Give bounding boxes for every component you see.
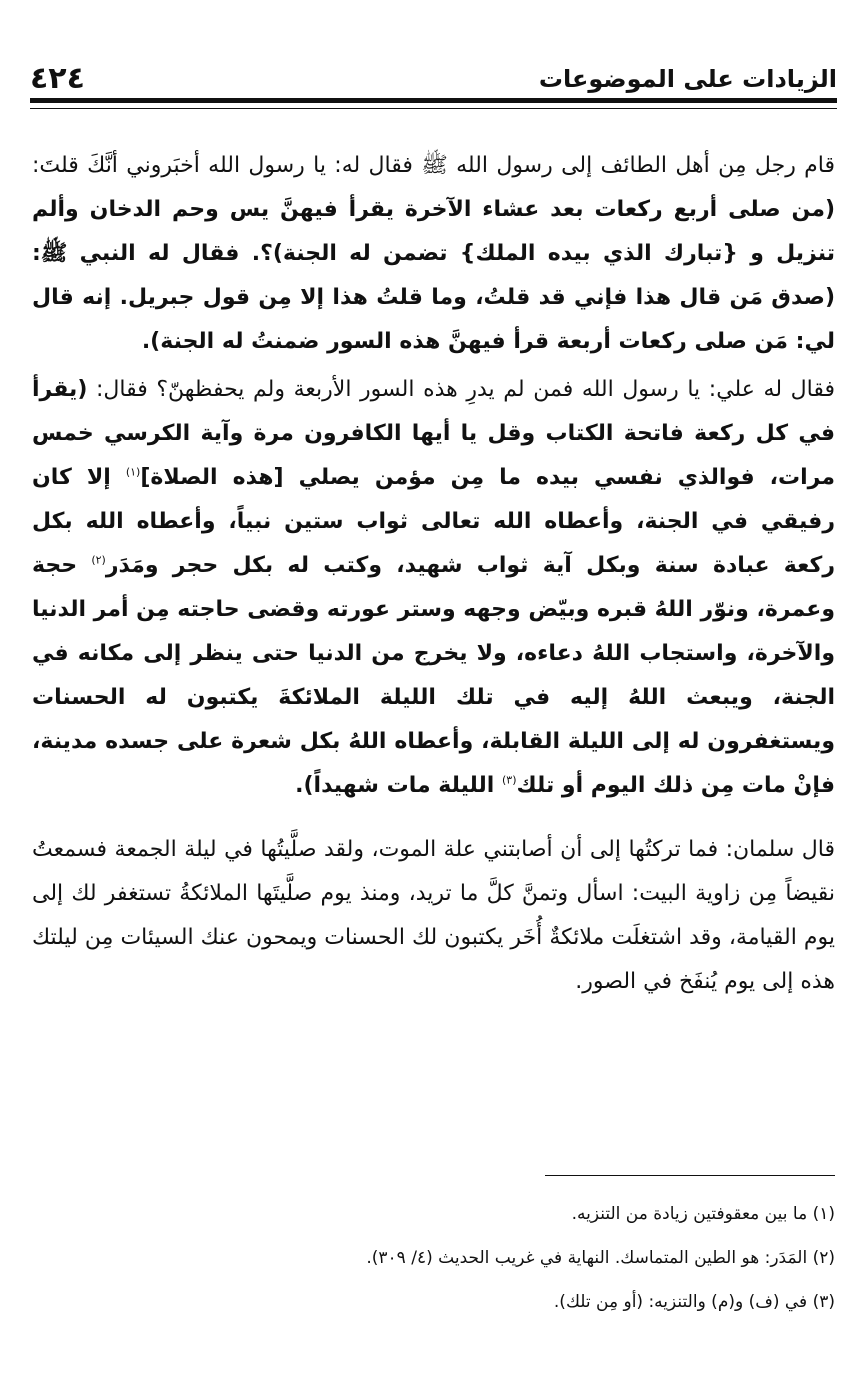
footnote-2: (٢) المَدَر: هو الطين المتماسك. النهاية في غريب الحديث (٤/ ٣٠٩). xyxy=(366,1248,835,1268)
paragraph-2-quote-b: إلا كان رفيقي في الجنة، وأعطاه الله تعالى ثواب ستين نبياً، وأعطاه الله بكل ركعة عبادة سنة وبكل آية ثواب شهيد، وكتب له بكل حجر ومَدَر xyxy=(32,465,835,578)
paragraph-1-quote: (من صلى أربع ركعات بعد عشاء الآخرة يقرأ فيهنَّ يس وحم الدخان وألم تنزيل و {تبارك الذي بيده الملك} تضمن له الجنة)؟. فقال له النبي ﷺ: (صدق مَن قال هذا فإني قد قلتُ، وما قلتُ هذا إلا مِن قول جبريل. إنه قال لي: مَن صلى ركعات أربعة قرأ فيهنَّ هذه السور ضمنتُ له الجنة). xyxy=(32,197,835,354)
main-text xyxy=(32,144,835,1024)
running-title: الزيادات على الموضوعات xyxy=(538,65,837,93)
header-rule-thick xyxy=(30,98,837,103)
footnote-separator xyxy=(545,1175,835,1176)
paragraph-1-intro: قام رجل مِن أهل الطائف إلى رسول الله ﷺ فقال له: يا رسول الله أخبَروني أنَّكَ قلتَ: xyxy=(32,153,835,178)
footnote-3: (٣) في (ف) و(م) والتنزيه: (أو مِن تلك). xyxy=(553,1292,835,1312)
header-rule-thin xyxy=(30,108,837,109)
paragraph-2 xyxy=(32,368,835,808)
footnote-ref-2[interactable]: (٢) xyxy=(91,553,106,567)
footnote-1: (١) ما بين معقوفتين زيادة من التنزيه. xyxy=(571,1204,835,1224)
paragraph-1 xyxy=(32,144,835,364)
paragraph-2-quote-a: (يقرأ في كل ركعة فاتحة الكتاب وقل يا أيها الكافرون مرة وآية الكرسي خمس مرات، فوالذي نفسي بيده ما مِن مؤمن يصلي [هذه الصلاة] xyxy=(32,377,835,490)
paragraph-2-quote-d: الليلة مات شهيداً). xyxy=(295,773,502,798)
footnote-ref-3[interactable]: (٣) xyxy=(502,773,517,787)
paragraph-2-intro: فقال له علي: يا رسول الله فمن لم يدرِ هذه السور الأربعة ولم يحفظهنّ؟ فقال: xyxy=(87,377,835,402)
page-header xyxy=(30,50,837,96)
paragraph-3: قال سلمان: فما تركتُها إلى أن أصابتني علة الموت، ولقد صلَّيتُها في ليلة الجمعة فسمعتُ نقيضاً مِن زاوية البيت: اسأل وتمنَّ كلَّ ما تريد، ومنذ يوم صلَّيتَها الملائكةُ تستغفر لك إلى يوم القيامة، وقد اشتغلَت ملائكةٌ أُخَر يكتبون لك الحسنات ويمحون عنك السيئات مِن ليلتك هذه إلى يوم يُنفَخ في الصور. xyxy=(32,837,835,994)
paragraph-2-quote-c: حجة وعمرة، ونوّر اللهُ قبره وبيّض وجهه وستر عورته وقضى حاجته مِن أمر الدنيا والآخرة، واستجاب اللهُ دعاءه، ولا يخرج من الدنيا حتى ينظر إلى مكانه في الجنة، ويبعث اللهُ إليه في تلك الليلة الملائكةَ يكتبون له الحسنات ويستغفرون له إلى الليلة القابلة، وأعطاه اللهُ بكل شعرة على جسده مدينة، فإنْ مات مِن ذلك اليوم أو تلك xyxy=(32,553,835,798)
footnote-ref-1[interactable]: (١) xyxy=(125,465,141,479)
page-number: ٤٢٤ xyxy=(30,61,85,96)
footnotes xyxy=(32,1192,835,1324)
